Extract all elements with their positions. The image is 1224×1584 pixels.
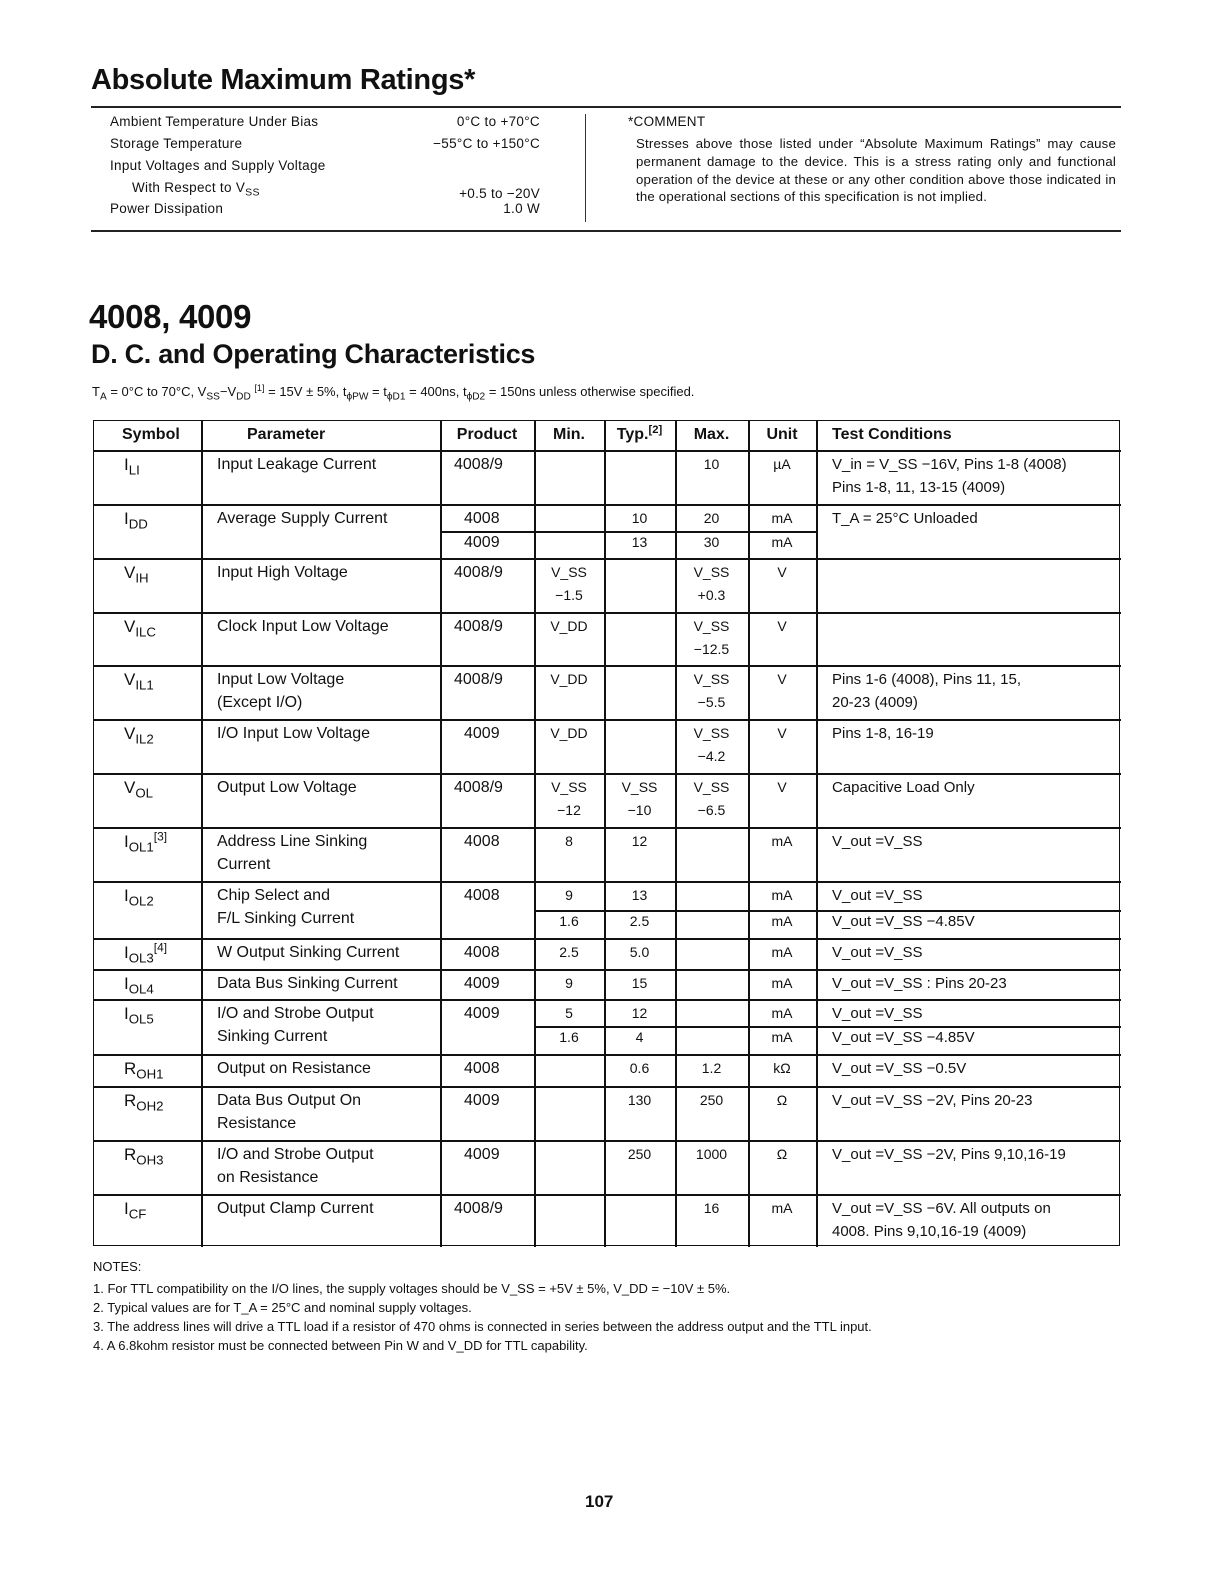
amr-divider — [585, 114, 586, 222]
symbol-letter: V — [124, 617, 136, 636]
symbol-subscript: OL1 — [128, 839, 154, 855]
test-conditions-cell: V_in = V_SS −16V, Pins 1-8 (4008) — [832, 456, 1067, 473]
amr-label-text: With Respect to V — [132, 180, 246, 195]
max-cell: V_SS — [693, 725, 730, 741]
unit-cell: mA — [771, 1029, 793, 1045]
unit-cell: Ω — [776, 1092, 788, 1108]
conditions-sub: ϕPW — [346, 391, 369, 403]
header-test-conditions: Test Conditions — [832, 426, 952, 443]
amr-value: −55°C to +150°C — [433, 136, 540, 151]
part-title: 4008, 4009 — [89, 298, 252, 335]
test-conditions-cell: V_out =V_SS — [832, 1005, 923, 1022]
row-divider — [94, 881, 1121, 883]
unit-cell: mA — [771, 1200, 793, 1216]
amr-value: 1.0 W — [503, 201, 540, 216]
max-cell: 16 — [703, 1200, 720, 1216]
header-typ-label: Typ. — [616, 426, 649, 443]
product-cell: 4009 — [464, 975, 500, 992]
amr-bottom-rule — [91, 230, 1121, 232]
max-cell: 30 — [703, 534, 720, 550]
parameter-cell: W Output Sinking Current — [217, 944, 400, 961]
amr-title: Absolute Maximum Ratings* — [91, 64, 476, 96]
parameter-cell: Average Supply Current — [217, 510, 388, 527]
product-cell: 4009 — [464, 1092, 500, 1109]
symbol-subscript: CF — [128, 1206, 147, 1222]
unit-cell: Ω — [776, 1146, 788, 1162]
typ-cell: 12 — [631, 1005, 648, 1021]
symbol-subscript: IL1 — [135, 677, 154, 693]
test-conditions-cell: V_out =V_SS −2V, Pins 20-23 — [832, 1092, 1033, 1109]
min-cell: V_DD — [550, 618, 588, 634]
symbol-cell — [94, 776, 201, 799]
row-divider — [94, 450, 1121, 452]
product-cell: 4008 — [464, 1060, 500, 1077]
min-cell: V_DD — [550, 671, 588, 687]
symbol-cell — [94, 453, 201, 476]
amr-row — [110, 136, 540, 156]
unit-cell: mA — [771, 1005, 793, 1021]
test-conditions-cell: V_out =V_SS −2V, Pins 9,10,16-19 — [832, 1146, 1066, 1163]
amr-comment-text: Stresses above those listed under “Absolute Maximum Ratings” may cause permanent damage to the device. This is a stress rating only and functional operation of the device at these or any other condition above those indicated in the operational sections of this specification is not implied. — [636, 136, 1116, 205]
symbol-subscript: OL4 — [128, 981, 154, 997]
product-cell: 4008 — [464, 887, 500, 904]
unit-cell: V — [777, 671, 787, 687]
symbol-letter: R — [124, 1059, 137, 1078]
row-divider — [94, 1194, 1121, 1196]
max-cell: +0.3 — [697, 587, 726, 603]
typ-cell: 250 — [627, 1146, 652, 1162]
note-item: 3. The address lines will drive a TTL load if a resistor of 470 ohms is connected in series between the address output and the TTL input. — [93, 1319, 872, 1334]
symbol-cell — [94, 972, 201, 995]
symbol-letter: V — [124, 724, 136, 743]
section-title: D. C. and Operating Characteristics — [91, 339, 536, 369]
symbol-letter: I — [124, 886, 129, 905]
parameter-cell: I/O and Strobe Output — [217, 1146, 374, 1163]
min-cell: −1.5 — [555, 587, 583, 603]
symbol-letter: I — [124, 974, 129, 993]
amr-label — [132, 180, 260, 199]
symbol-cell — [94, 722, 201, 745]
parameter-cell: F/L Sinking Current — [217, 910, 355, 927]
test-conditions-cell: V_out =V_SS −4.85V — [832, 1029, 975, 1046]
note-item: 4. A 6.8kohm resistor must be connected between Pin W and V_DD for TTL capability. — [93, 1338, 588, 1353]
parameter-cell: (Except I/O) — [217, 694, 303, 711]
unit-cell: mA — [771, 534, 793, 550]
symbol-subscript: OL3 — [128, 950, 154, 966]
max-cell: −4.2 — [697, 748, 726, 764]
product-cell: 4009 — [464, 534, 500, 551]
row-divider — [94, 612, 1121, 614]
symbol-letter: I — [124, 943, 129, 962]
conditions-text: −V — [219, 384, 237, 399]
symbol-subscript: DD — [128, 516, 148, 532]
row-divider — [94, 719, 1121, 721]
note-ref: [3] — [153, 829, 168, 844]
max-cell: 20 — [703, 510, 720, 526]
parameter-cell: Input Leakage Current — [217, 456, 377, 473]
symbol-subscript: OH2 — [136, 1098, 164, 1114]
note-ref-2: [2] — [648, 423, 663, 436]
row-divider — [94, 773, 1121, 775]
conditions-sub: ϕD1 — [386, 391, 406, 403]
symbol-letter: I — [124, 455, 129, 474]
conditions-text: = 15V ± 5%, t — [264, 384, 347, 399]
amr-label-text: Storage Temperature — [110, 136, 243, 151]
product-cell: 4008/9 — [454, 564, 503, 581]
typ-cell: 10 — [631, 510, 648, 526]
amr-label-text: Input Voltages and Supply Voltage — [110, 158, 326, 173]
product-cell: 4009 — [464, 725, 500, 742]
amr-row — [110, 114, 540, 134]
typ-cell: 5.0 — [629, 944, 650, 960]
symbol-cell — [94, 1057, 201, 1080]
parameter-cell: Data Bus Output On — [217, 1092, 362, 1109]
test-conditions-cell: Pins 1-8, 16-19 — [832, 725, 934, 742]
symbol-cell — [94, 830, 201, 853]
typ-cell: 13 — [631, 887, 648, 903]
test-conditions-cell: 20-23 (4009) — [832, 694, 918, 711]
row-divider — [94, 999, 1121, 1001]
min-cell: 9 — [565, 887, 573, 903]
symbol-letter: R — [124, 1145, 137, 1164]
typ-cell: 0.6 — [629, 1060, 650, 1076]
max-cell: 1000 — [695, 1146, 728, 1162]
test-conditions-cell: V_out =V_SS −0.5V — [832, 1060, 967, 1077]
min-cell: V_SS — [551, 564, 587, 580]
amr-label-text: Power Dissipation — [110, 201, 224, 216]
symbol-subscript: OL — [135, 785, 154, 801]
parameter-cell: Current — [217, 856, 271, 873]
amr-label — [110, 114, 318, 129]
row-divider — [94, 938, 1121, 940]
typ-cell: 15 — [631, 975, 648, 991]
amr-label-sub: SS — [245, 186, 260, 199]
row-divider — [94, 1054, 1121, 1056]
test-conditions-cell: V_out =V_SS −4.85V — [832, 913, 975, 930]
max-cell: −5.5 — [697, 694, 726, 710]
product-cell: 4008/9 — [454, 618, 503, 635]
row-divider — [94, 1086, 1121, 1088]
amr-value: 0°C to +70°C — [456, 114, 540, 129]
parameter-cell: I/O Input Low Voltage — [217, 725, 370, 742]
note-item: 1. For TTL compatibility on the I/O lines, the supply voltages should be V_SS = +5V ± 5%, V_DD = −10V ± 5%. — [93, 1281, 731, 1296]
symbol-letter: I — [124, 832, 129, 851]
max-cell: V_SS — [693, 779, 730, 795]
header-symbol: Symbol — [122, 426, 180, 443]
test-conditions-cell: V_out =V_SS : Pins 20-23 — [832, 975, 1007, 992]
product-cell: 4008/9 — [454, 456, 503, 473]
amr-label — [110, 158, 326, 173]
typ-cell: −10 — [627, 802, 652, 818]
note-ref: [4] — [153, 940, 168, 955]
min-cell: 1.6 — [559, 1029, 579, 1045]
conditions-text: = 150ns unless otherwise specified. — [485, 384, 695, 399]
min-cell: V_DD — [550, 725, 588, 741]
symbol-subscript: OL2 — [128, 893, 154, 909]
symbol-cell — [94, 1143, 201, 1166]
parameter-cell: Clock Input Low Voltage — [217, 618, 389, 635]
symbol-letter: V — [124, 670, 136, 689]
amr-label-text: Ambient Temperature Under Bias — [110, 114, 319, 129]
symbol-cell — [94, 941, 201, 964]
conditions-sub: ϕD2 — [466, 391, 486, 403]
product-cell: 4008/9 — [454, 1200, 503, 1217]
min-cell: 2.5 — [559, 944, 579, 960]
amr-row — [110, 180, 540, 200]
unit-cell: V — [777, 564, 787, 580]
unit-cell: kΩ — [773, 1060, 791, 1076]
min-cell: 1.6 — [559, 913, 579, 929]
parameter-cell: Address Line Sinking — [217, 833, 368, 850]
symbol-cell — [94, 884, 201, 907]
symbol-subscript: LI — [128, 462, 140, 478]
max-cell: 10 — [703, 456, 720, 472]
symbol-cell — [94, 668, 201, 691]
symbol-cell — [94, 1197, 201, 1220]
conditions-text: = 0°C to 70°C, V — [106, 384, 207, 399]
product-cell: 4009 — [464, 1005, 500, 1022]
symbol-cell — [94, 1089, 201, 1112]
product-cell: 4008 — [464, 510, 500, 527]
product-cell: 4008 — [464, 944, 500, 961]
symbol-subscript: OH3 — [136, 1152, 164, 1168]
max-cell: −12.5 — [693, 641, 730, 657]
parameter-cell: Input High Voltage — [217, 564, 348, 581]
header-typ — [604, 421, 675, 450]
test-conditions-cell: V_out =V_SS — [832, 887, 923, 904]
note-ref-1: [1] — [254, 383, 265, 393]
notes-heading: NOTES: — [93, 1259, 142, 1274]
conditions-sub: DD — [236, 391, 251, 403]
max-cell: V_SS — [693, 671, 730, 687]
parameter-cell: Resistance — [217, 1115, 297, 1132]
test-conditions-cell: 4008. Pins 9,10,16-19 (4009) — [832, 1223, 1027, 1240]
conditions-sub: SS — [206, 391, 220, 403]
min-cell: V_SS — [551, 779, 587, 795]
min-cell: 5 — [565, 1005, 573, 1021]
product-cell: 4008/9 — [454, 779, 503, 796]
unit-cell: mA — [771, 887, 793, 903]
typ-cell: 4 — [635, 1029, 644, 1045]
note-item: 2. Typical values are for T_A = 25°C and nominal supply voltages. — [93, 1300, 472, 1315]
parameter-cell: Chip Select and — [217, 887, 330, 904]
conditions-sub: A — [99, 391, 107, 403]
header-parameter: Parameter — [247, 426, 326, 443]
parameter-cell: Sinking Current — [217, 1028, 328, 1045]
parameter-cell: Data Bus Sinking Current — [217, 975, 398, 992]
amr-value: +0.5 to −20V — [459, 186, 540, 201]
typ-cell: 12 — [631, 833, 648, 849]
symbol-letter: R — [124, 1091, 137, 1110]
symbol-letter: V — [124, 778, 136, 797]
conditions-text: T — [92, 384, 100, 399]
unit-cell: V — [777, 725, 787, 741]
min-cell: 9 — [565, 975, 573, 991]
typ-cell: 2.5 — [629, 913, 650, 929]
max-cell: V_SS — [693, 618, 730, 634]
amr-label — [110, 201, 223, 216]
test-conditions-cell: Pins 1-6 (4008), Pins 11, 15, — [832, 671, 1021, 688]
max-cell: 1.2 — [701, 1060, 722, 1076]
unit-cell: mA — [771, 833, 793, 849]
amr-row — [110, 158, 540, 178]
symbol-letter: V — [124, 563, 136, 582]
max-cell: 250 — [699, 1092, 724, 1108]
parameter-cell: Output Clamp Current — [217, 1200, 374, 1217]
symbol-cell — [94, 615, 201, 638]
symbol-cell — [94, 561, 201, 584]
symbol-letter: I — [124, 509, 129, 528]
typ-cell: 130 — [627, 1092, 652, 1108]
test-conditions-cell: T_A = 25°C Unloaded — [832, 510, 978, 527]
header-unit: Unit — [766, 426, 798, 443]
product-cell: 4008 — [464, 833, 500, 850]
product-cell: 4008/9 — [454, 671, 503, 688]
amr-row — [110, 201, 540, 221]
typ-cell: V_SS — [621, 779, 658, 795]
row-divider — [94, 558, 1121, 560]
page-number: 107 — [585, 1492, 614, 1511]
unit-cell: mA — [771, 975, 793, 991]
test-conditions-cell: V_out =V_SS — [832, 833, 923, 850]
dc-characteristics-table — [93, 420, 1120, 1246]
symbol-subscript: ILC — [135, 624, 156, 640]
symbol-subscript: IL2 — [135, 731, 154, 747]
header-min: Min. — [553, 426, 585, 443]
symbol-cell — [94, 1002, 201, 1025]
amr-label — [110, 136, 242, 151]
unit-cell: V — [777, 779, 787, 795]
parameter-cell: Output Low Voltage — [217, 779, 357, 796]
row-divider — [94, 504, 1121, 506]
unit-cell: V — [777, 618, 787, 634]
header-max: Max. — [693, 426, 730, 443]
max-cell: −6.5 — [697, 802, 726, 818]
amr-top-rule — [91, 106, 1121, 108]
symbol-cell — [94, 507, 201, 530]
parameter-cell: on Resistance — [217, 1169, 319, 1186]
symbol-subscript: OH1 — [136, 1066, 164, 1082]
header-product: Product — [456, 426, 518, 443]
typ-cell: 13 — [631, 534, 648, 550]
unit-cell: µA — [773, 456, 791, 472]
min-cell: 8 — [565, 833, 573, 849]
unit-cell: mA — [771, 510, 793, 526]
symbol-letter: I — [124, 1004, 129, 1023]
row-divider — [94, 969, 1121, 971]
unit-cell: mA — [771, 913, 793, 929]
min-cell: −12 — [557, 802, 581, 818]
test-conditions-cell: V_out =V_SS −6V. All outputs on — [832, 1200, 1051, 1217]
symbol-letter: I — [124, 1199, 129, 1218]
conditions-text: = t — [368, 384, 387, 399]
test-conditions-cell: Pins 1-8, 11, 13-15 (4009) — [832, 479, 1006, 496]
amr-comment-heading: *COMMENT — [628, 114, 706, 129]
symbol-subscript: IH — [135, 570, 149, 586]
max-cell: V_SS — [693, 564, 730, 580]
symbol-subscript: OL5 — [128, 1011, 154, 1027]
row-divider — [94, 665, 1121, 667]
operating-conditions — [92, 383, 695, 403]
conditions-text: = 400ns, t — [405, 384, 467, 399]
row-divider — [94, 1140, 1121, 1142]
parameter-cell: I/O and Strobe Output — [217, 1005, 374, 1022]
row-divider — [94, 827, 1121, 829]
unit-cell: mA — [771, 944, 793, 960]
test-conditions-cell: V_out =V_SS — [832, 944, 923, 961]
test-conditions-cell: Capacitive Load Only — [832, 779, 975, 796]
parameter-cell: Input Low Voltage — [217, 671, 345, 688]
parameter-cell: Output on Resistance — [217, 1060, 371, 1077]
product-cell: 4009 — [464, 1146, 500, 1163]
